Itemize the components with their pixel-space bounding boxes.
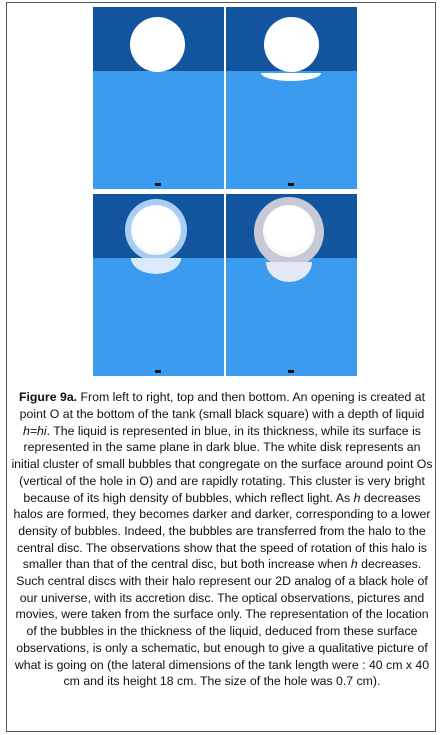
caption-variable: h (353, 490, 361, 505)
tank-panel-3 (93, 194, 224, 376)
central-bubble-disc (264, 17, 319, 72)
tank-panel-1 (93, 7, 224, 189)
figure-label: Figure 9a. (18, 390, 78, 405)
central-bubble-disc (130, 17, 185, 72)
tank-panel-2 (226, 7, 357, 189)
tank-hole (288, 370, 294, 373)
tank-hole (155, 183, 161, 186)
tank-panel-4 (226, 194, 357, 376)
tank-hole (288, 183, 294, 186)
tank-hole (155, 370, 161, 373)
liquid-thickness (93, 71, 224, 189)
caption-text: decreases halos are formed, they becomes darker and darker, corresponding to a lower density of bubbles. Indeed, the bubbles are transferred from the halo to the central disc. The observations show that the speed of rotation of this halo is smaller than that of the central disc, but both increase when (13, 490, 431, 572)
liquid-thickness (226, 71, 357, 189)
figure-caption (10, 389, 434, 690)
caption-text: From left to right, top and then bottom. An opening is created at point O at the bottom of the tank (small black square) with a depth of liquid (19, 390, 426, 421)
caption-text: . The liquid is represented in blue, in its thickness, while its surface is represented in the same plane in dark blue. The white disk represents an initial cluster of small bubbles that congregate on the surface around point Os (vertical of the hole in O) and are rapidly rotating. This cluster is very bright because of its high density of bubbles, which reflect light. As (11, 423, 433, 505)
caption-variable: h=hi (23, 423, 47, 438)
caption-text: decreases. Such central discs with their halo represent our 2D analog of a black hole of our universe, with its accretion disc. The optical observations, pictures and movies, were taken from the surface only. The representation of the location of the bubbles in the thickness of the liquid, deduced from these surface observations, is only a schematic, but enough to give a qualitative picture of what is going on (the lateral dimensions of the tank length were : 40 cm x 40 cm and its height 18 cm. The size of the hole was 0.7 cm). (14, 557, 430, 689)
figure-panels (93, 7, 357, 376)
liquid-thickness (93, 258, 224, 376)
caption-variable: h (350, 557, 358, 572)
central-bubble-disc (263, 205, 315, 257)
central-bubble-disc (131, 205, 181, 255)
